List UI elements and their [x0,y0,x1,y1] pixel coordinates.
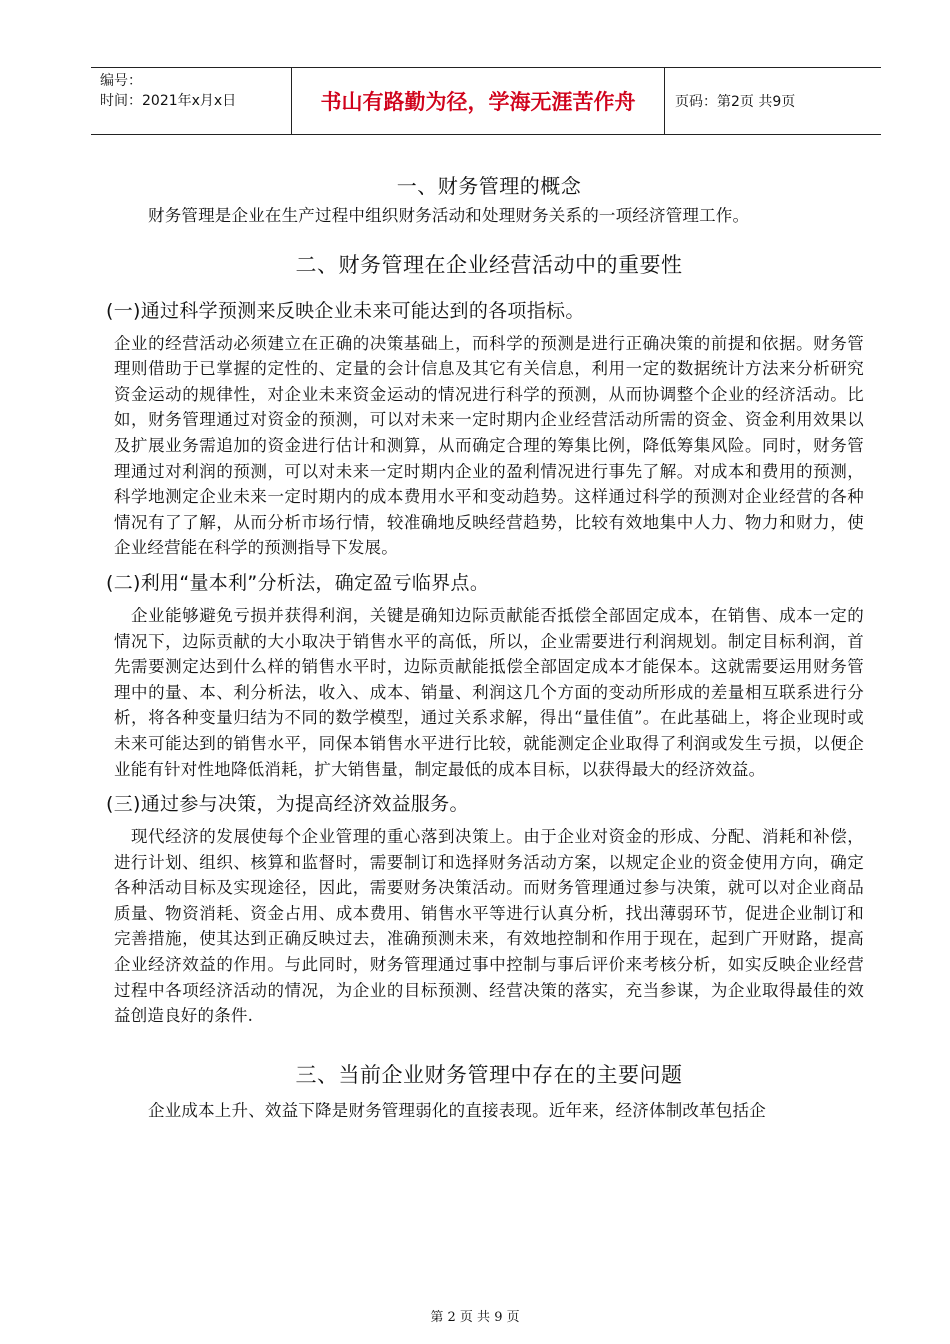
header-page-code: 页码：第2页 共9页 [675,94,796,110]
header-motto: 书山有路勤为径，学海无涯苦作舟 [291,68,665,134]
section-2-title: 二、财务管理在企业经营活动中的重要性 [295,252,683,277]
page-header [91,67,881,135]
page-footer: 第 2 页 共 9 页 [430,1310,520,1325]
subsection-1-title: (一)通过科学预测来反映企业未来可能达到的各项指标。 [106,299,585,322]
section-1-text: 财务管理是企业在生产过程中组织财务活动和处理财务关系的一项经济管理工作。 [148,206,750,225]
section-3-title: 三、当前企业财务管理中存在的主要问题 [295,1062,683,1087]
number-label: 编号： [100,73,142,89]
document-body [106,168,864,1123]
subsection-2-text: 企业能够避免亏损并获得利润，关键是确知边际贡献能否抵偿全部固定成本，在销售、成本一定的情况下，边际贡献的大小取决于销售水平的高低，所以，企业需要进行利润规划。制定目标利润，首先需要测定达到什么样的销售水平时，边际贡献能抵偿全部固定成本才能保本。这就需要运用财务管理中的量、本、利分析法，收入、成本、销量、利润这几个方面的变动所形成的差量相互联系进行分析，将各种变量归结为不同的数学模型，通过关系求解，得出“量佳值”。在此基础上，将企业现时或未来可能达到的销售水平，同保本销售水平进行比较，就能测定企业取得了利润或发生亏损，以便企业能有针对性地降低消耗，扩大销售量，制定最低的成本目标，以获得最大的经济效益。 [114,605,864,779]
subsection-3-text: 现代经济的发展使每个企业管理的重心落到决策上。由于企业对资金的形成、分配、消耗和补偿，进行计划、组织、核算和监督时，需要制订和选择财务活动方案，以规定企业的资金使用方向，确定各种活动目标及实现途径，因此，需要财务决策活动。而财务管理通过参与决策，就可以对企业商品质量、物资消耗、资金占用、成本费用、销售水平等进行认真分析，找出薄弱环节，促进企业制订和完善措施，使其达到正确反映过去，准确预测未来，有效地控制和作用于现在，起到广开财路，提高企业经济效益的作用。与此同时，财务管理通过事中控制与事后评价来考核分析，如实反映企业经营过程中各项经济活动的情况，为企业的目标预测、经营决策的落实，充当参谋，为企业取得最佳的效益创造良好的条件. [114,827,864,1026]
subsection-1-text: 企业的经营活动必须建立在正确的决策基础上，而科学的预测是进行正确决策的前提和依据。财务管理则借助于已掌握的定性的、定量的会计信息及其它有关信息，利用一定的数据统计方法来分析研究资金运动的规律性，对企业未来资金运动的情况进行科学的预测，从而协调整个企业的经济活动。比如，财务管理通过对资金的预测，可以对未来一定时期内企业经营活动所需的资金、资金利用效果以及扩展业务需追加的资金进行估计和测算，从而确定合理的筹集比例，降低筹集风险。同时，财务管理通过对利润的预测，可以对未来一定时期内企业的盈利情况进行事先了解。对成本和费用的预测，科学地测定企业未来一定时期内的成本费用水平和变动趋势。这样通过科学的预测对企业经营的各种情况有了了解，从而分析市场行情，较准确地反映经营趋势，比较有效地集中人力、物力和财力，使企业经营能在科学的预测指导下发展。 [114,333,864,558]
section-3-text: 企业成本上升、效益下降是财务管理弱化的直接表现。近年来，经济体制改革包括企 [148,1100,766,1120]
subsection-3-title: (三)通过参与决策，为提高经济效益服务。 [106,793,469,816]
section-1-title: 一、财务管理的概念 [396,174,582,198]
header-meta [91,68,291,134]
time-label: 时间：2021年x月x日 [100,93,237,109]
subsection-2-title: (二)利用“量本利”分析法，确定盈亏临界点。 [106,571,490,594]
